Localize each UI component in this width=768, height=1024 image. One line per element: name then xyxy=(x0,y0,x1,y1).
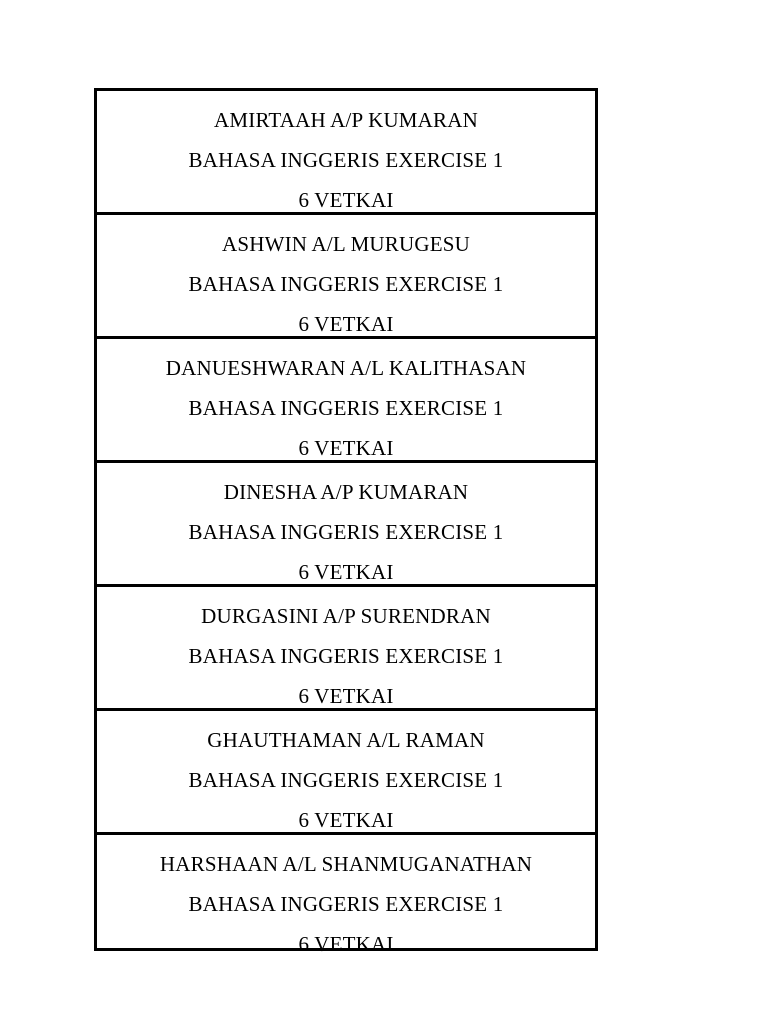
class-text: 6 VETKAI xyxy=(298,932,394,956)
class-text: 6 VETKAI xyxy=(298,684,394,708)
label-cell xyxy=(97,339,595,463)
student-name: DANUESHWARAN A/L KALITHASAN xyxy=(165,356,527,380)
label-cell xyxy=(97,463,595,587)
student-name: GHAUTHAMAN A/L RAMAN xyxy=(207,728,485,752)
subject-text: BAHASA INGGERIS EXERCISE 1 xyxy=(188,396,504,420)
student-name: HARSHAAN A/L SHANMUGANATHAN xyxy=(159,852,533,876)
class-text: 6 VETKAI xyxy=(298,188,394,212)
subject-text: BAHASA INGGERIS EXERCISE 1 xyxy=(188,272,504,296)
label-cell xyxy=(97,91,595,215)
subject-text: BAHASA INGGERIS EXERCISE 1 xyxy=(188,644,504,668)
subject-text: BAHASA INGGERIS EXERCISE 1 xyxy=(188,148,504,172)
class-text: 6 VETKAI xyxy=(298,312,394,336)
subject-text: BAHASA INGGERIS EXERCISE 1 xyxy=(188,892,504,916)
label-cell xyxy=(97,835,595,956)
subject-text: BAHASA INGGERIS EXERCISE 1 xyxy=(188,520,504,544)
label-cell xyxy=(97,215,595,339)
student-name: DINESHA A/P KUMARAN xyxy=(223,480,469,504)
subject-text: BAHASA INGGERIS EXERCISE 1 xyxy=(188,768,504,792)
class-text: 6 VETKAI xyxy=(298,436,394,460)
name-label-table xyxy=(94,88,598,956)
student-name: AMIRTAAH A/P KUMARAN xyxy=(214,108,478,132)
label-cell xyxy=(97,711,595,835)
student-name: DURGASINI A/P SURENDRAN xyxy=(201,604,491,628)
label-cell xyxy=(97,587,595,711)
student-name: ASHWIN A/L MURUGESU xyxy=(221,232,471,256)
class-text: 6 VETKAI xyxy=(298,808,394,832)
class-text: 6 VETKAI xyxy=(298,560,394,584)
